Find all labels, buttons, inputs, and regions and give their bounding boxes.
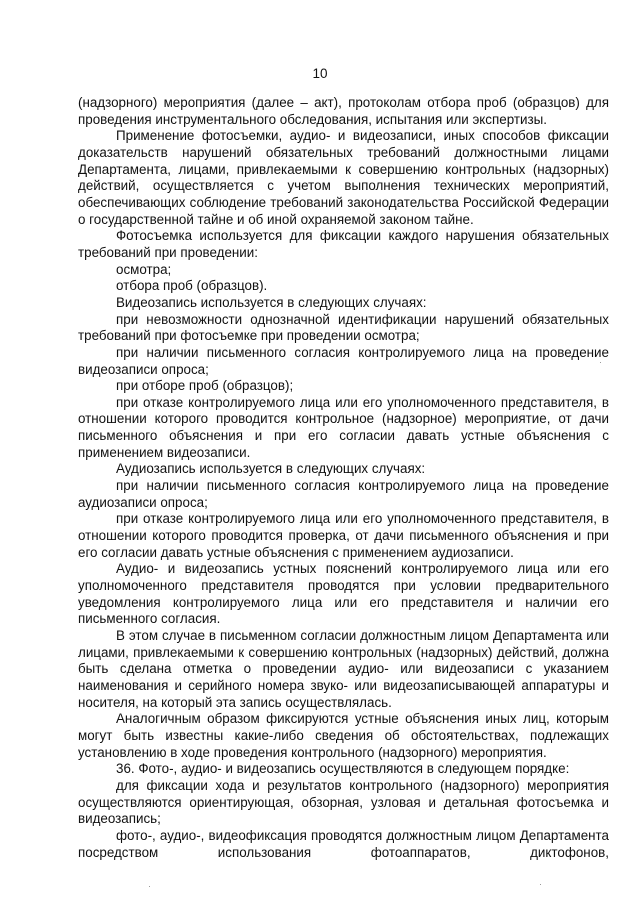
section-item: 36. Фото-, аудио- и видеозапись осуществляются в следующем порядке: bbox=[116, 761, 570, 777]
list-item: фото-, аудио-, видеофиксация проводятся должностным лицом Департамента посредством использования фотоаппаратов, диктофонов, bbox=[78, 827, 609, 860]
list-item: при отказе контролируемого лица или его уполномоченного представителя, в отношении которого проводится контрольное (надзорное) мероприятие, от дачи письменного объяснения и при его согласии давать устные объяснения с применением видеозаписи. bbox=[78, 394, 609, 460]
list-item: при невозможности однозначной идентификации нарушений обязательных требований при фотосъемке при проведении осмотра; bbox=[78, 311, 609, 344]
document-body bbox=[78, 95, 609, 861]
paragraph: Применение фотосъемки, аудио- и видеозаписи, иных способов фиксации доказательств нарушений обязательных требований должностными лицами Департамента, лицами, привлекаемыми к совершению контрольных (надзорных) действий, осуществляется с учетом выполнения технических мероприятий, обеспечивающих соблюдение требований законодательства Российской Федерации о государственной тайне и об иной охраняемой законом тайне. bbox=[78, 128, 609, 227]
page-number: 10 bbox=[312, 66, 328, 81]
paragraph: Аудиозапись используется в следующих случаях: bbox=[116, 461, 426, 477]
scan-speck bbox=[540, 884, 541, 885]
scan-speck bbox=[149, 886, 150, 887]
list-item: для фиксации хода и результатов контрольного (надзорного) мероприятия осуществляются ориентирующая, обзорная, узловая и детальная фотосъемка и видеозапись; bbox=[78, 777, 609, 827]
scan-speck bbox=[600, 362, 601, 363]
list-item: отбора проб (образцов). bbox=[116, 278, 268, 294]
list-item: при наличии письменного согласия контролируемого лица на проведение видеозаписи опроса; bbox=[78, 344, 609, 377]
paragraph: (надзорного) мероприятия (далее – акт), протоколам отбора проб (образцов) для проведения инструментального обследования, испытания или экспертизы. bbox=[78, 95, 609, 127]
paragraph: Видеозапись используется в следующих случаях: bbox=[116, 294, 427, 310]
list-item: при отказе контролируемого лица или его уполномоченного представителя, в отношении которого проводится проверка, от дачи письменного объяснения и при его согласии давать устные объяснения с применением аудиозаписи. bbox=[78, 511, 609, 560]
paragraph: Фотосъемка используется для фиксации каждого нарушения обязательных требований при проведении: bbox=[78, 228, 609, 260]
list-item: при отборе проб (образцов); bbox=[116, 378, 294, 394]
list-item: осмотра; bbox=[116, 261, 172, 277]
paragraph: Аналогичным образом фиксируются устные объяснения иных лиц, которым могут быть известны какие-либо сведения об обстоятельствах, подлежащих установлению в ходе проведения контрольного (надзорного) мероприятия. bbox=[78, 711, 609, 760]
paragraph: Аудио- и видеозапись устных пояснений контролируемого лица или его уполномоченного представителя проводятся при условии предварительного уведомления контролируемого лица или его представителя и наличии его письменного согласия. bbox=[78, 561, 609, 627]
list-item: при наличии письменного согласия контролируемого лица на проведение аудиозаписи опроса; bbox=[78, 478, 609, 510]
paragraph: В этом случае в письменном согласии должностным лицом Департамента или лицами, привлекаемыми к совершению контрольных (надзорных) действий, должна быть сделана отметка о проведении аудио- или видеозаписи с указанием наименования и серийного номера звуко- или видеозаписывающей аппаратуры и носителя, на который эта запись осуществлялась. bbox=[78, 628, 609, 710]
